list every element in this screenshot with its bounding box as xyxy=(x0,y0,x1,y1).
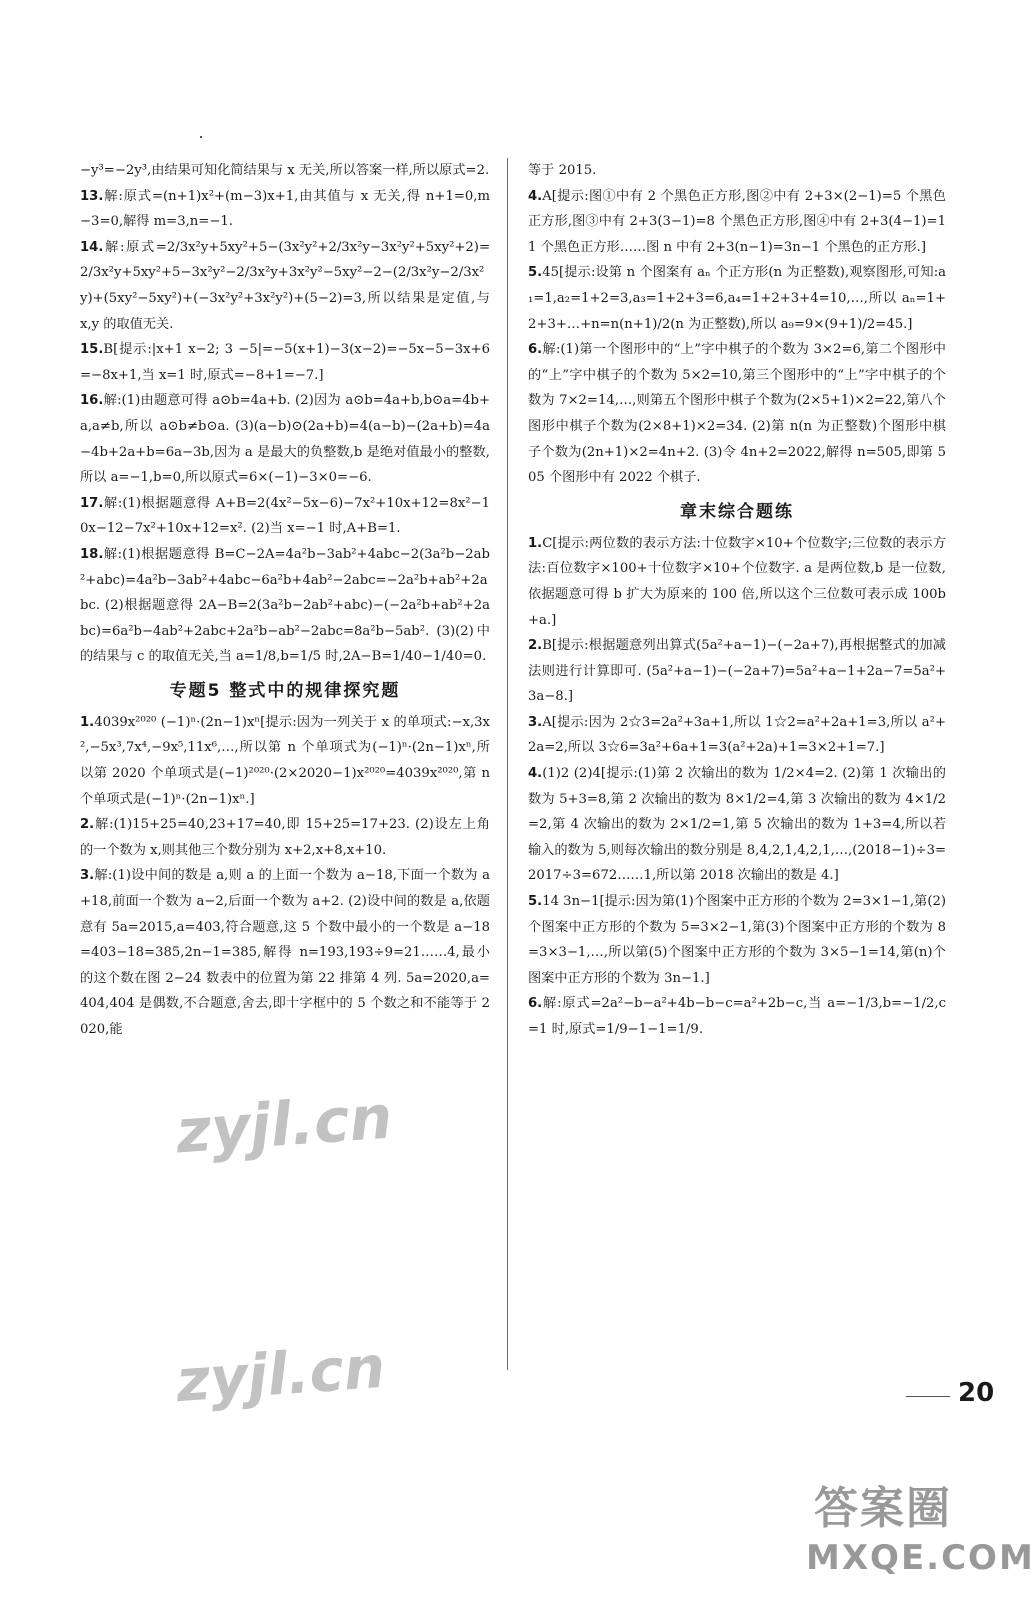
answer-number: 16. xyxy=(80,393,104,409)
answer-text: 解:(1)根据题意得 A+B=2(4x²−5x−6)−7x²+10x+12=8x²−10x−12−7x²+10x+12=x². (2)当 x=−1 时,A+B=1. xyxy=(80,495,490,537)
answer-text: 解:(1)第一个图形中的“上”字中棋子的个数为 3×2=6,第二个图形中的“上”字中棋子的个数为 5×2=10,第三个图形中的“上”字中棋子的个数为 7×2=14,…,则第五个图形中棋子个数为(2×5+1)×2=22,第八个图形中棋子个数为(2×8+1)×2=34. (2)第 n(n 为正整数)个图形中棋子个数为(2n+1)×2=4n+2. (3)令 4n+2=2022,解得 n=505,即第 505 个图形中有 2022 个棋子. xyxy=(528,342,946,486)
section-heading-chapter: 章末综合题练 xyxy=(680,501,794,522)
logo-bottom-text: MXQE.COM xyxy=(806,1538,1035,1578)
answer-text: 解:(1)根据题意得 B=C−2A=4a²b−3ab²+4abc−2(3a²b−2ab²+abc)=4a²b−3ab²+4abc−6a²b+4ab²−2abc=−2a²b+ab²+2abc. (2)根据题意得 2A−B=2(3a²b−2ab²+abc)−(−2a²b+ab²+2abc)=6a²b−4ab²+2abc+2a²b−ab²−2abc=8a²b−5ab². (3)(2)中的结果与 c 的取值无关,当 a=1/8,b=1/5 时,2A−B=1/40−1/40=0. xyxy=(80,546,490,665)
answer-text: 解:(1)设中间的数是 a,则 a 的上面一个数为 a−18,下面一个数为 a+18,前面一个数为 a−2,后面一个数为 a+2. (2)设中间的数是 a,依题意有 5a=2015,a=403,符合题意,这 5 个数中最小的一个数是 a−18=403−18=385,2n−1=385,解得 n=193,193÷9=21……4,最小的这个数在图 2−24 数表中的位置为第 22 排第 4 列. 5a=2020,a=404,404 是偶数,不合题意,舍去,即十字框中的 5 个数之和不能等于 2020,能 xyxy=(80,868,490,1037)
answer-item xyxy=(528,889,946,991)
page-number-rule xyxy=(906,1396,950,1397)
answer-text: (1)2 (2)4[提示:(1)第 2 次输出的数为 1/2×4=2. (2)第 1 次输出的数为 5+3=8,第 2 次输出的数为 8×1/2=4,第 3 次输出的数为 4×1/2=2,第 4 次输出的数为 2×1/2=1,第 5 次输出的数为 1+3=4,所以若输入的数为 5,则每次输出的数分别是 8,4,2,1,4,2,1,…,(2018−1)÷3=2017÷3=672……1,所以第 2018 次输出的数是 4.] xyxy=(528,766,947,884)
answer-item xyxy=(528,761,946,889)
answer-text: 解:原式=(n+1)x²+(m−3)x+1,由其值与 x 无关,得 n+1=0,m−3=0,解得 m=3,n=−1. xyxy=(80,188,490,230)
answer-item xyxy=(528,710,946,761)
column-divider xyxy=(507,158,508,1370)
watermark: zyjl.cn xyxy=(173,1332,388,1416)
right-column xyxy=(528,158,946,1043)
answer-text: 解:原式=2a²−b−a²+4b−b−c=a²+2b−c,当 a=−1/3,b=−1/2,c=1 时,原式=1/9−1−1=1/9. xyxy=(528,996,946,1037)
logo-top-text: 答案圈 xyxy=(814,1483,952,1534)
answer-text: 45[提示:设第 n 个图案有 aₙ 个正方形(n 为正整数),观察图形,可知:a₁=1,a₂=1+2=3,a₃=1+2+3=6,a₄=1+2+3+4=10,…,所以 aₙ=1+2+3+…+n=n(n+1)/2(n 为正整数),所以 a₉=9×(9+1)/2=45.] xyxy=(528,265,946,332)
answer-number: 1. xyxy=(80,714,95,730)
answer-item xyxy=(80,184,490,235)
answer-number: 6. xyxy=(528,996,543,1012)
answer-item xyxy=(80,491,490,542)
answer-item xyxy=(80,388,490,490)
answer-item xyxy=(528,991,946,1042)
answer-item xyxy=(80,235,490,337)
answer-number: 14. xyxy=(80,239,104,255)
answer-text: C[提示:两位数的表示方法:十位数字×10+个位数字;三位数的表示方法:百位数字×100+十位数字×10+个位数字. a 是两位数,b 是一位数,依据题意可得 b 扩大为原来的 100 倍,所以这个三位数可表示成 100b+a.] xyxy=(528,535,946,628)
answer-number: 2. xyxy=(80,817,95,833)
right-answers-part2 xyxy=(528,531,946,1043)
answer-text: 解:(1)15+25=40,23+17=40,即 15+25=17+23. (2)设左上角的一个数为 x,则其他三个数分别为 x+2,x+8,x+10. xyxy=(80,817,490,858)
left-answers-part2 xyxy=(80,710,490,1043)
answer-number: 15. xyxy=(80,342,104,358)
answer-item xyxy=(528,158,946,184)
section-heading-5: 专题5 整式中的规律探究题 xyxy=(169,680,401,701)
answer-number: 18. xyxy=(80,546,104,562)
answer-text: 等于 2015. xyxy=(528,163,597,178)
answer-text: −y³=−2y³,由结果可知化简结果与 x 无关,所以答案一样,所以原式=2. xyxy=(80,163,490,178)
answer-item xyxy=(80,158,490,184)
answer-item xyxy=(80,710,490,812)
answer-item xyxy=(80,863,490,1042)
answer-item xyxy=(528,633,946,710)
answer-text: A[提示:图①中有 2 个黑色正方形,图②中有 2+3×(2−1)=5 个黑色正方形,图③中有 2+3(3−1)=8 个黑色正方形,图④中有 2+3(4−1)=11 个黑色正方形……图 n 中有 2+3(n−1)=3n−1 个黑色的正方形.] xyxy=(528,188,946,255)
answer-number: 1. xyxy=(528,535,543,551)
answer-text: A[提示:因为 2☆3=2a²+3a+1,所以 1☆2=a²+2a+1=3,所以 a²+2a=2,所以 3☆6=3a²+6a+1=3(a²+2a)+1=3×2+1=7.] xyxy=(528,714,946,756)
answer-item xyxy=(528,260,946,337)
scan-speck xyxy=(200,136,202,138)
left-column xyxy=(80,158,490,1043)
answer-text: 4039x²⁰²⁰ (−1)ⁿ·(2n−1)xⁿ[提示:因为一列关于 x 的单项式:−x,3x²,−5x³,7x⁴,−9x⁵,11x⁶,…,所以第 n 个单项式为(−1)ⁿ·(2n−1)xⁿ,所以第 2020 个单项式是(−1)²⁰²⁰·(2×2020−1)x²⁰²⁰=4039x²⁰²⁰,第 n 个单项式是(−1)ⁿ·(2n−1)xⁿ.] xyxy=(80,714,490,807)
answer-number: 2. xyxy=(528,638,543,654)
right-answers-part1 xyxy=(528,158,946,491)
answer-item xyxy=(528,184,946,261)
answer-number: 5. xyxy=(528,265,543,281)
answer-text: B[提示:根据题意列出算式(5a²+a−1)−(−2a+7),再根据整式的加减法则进行计算即可. (5a²+a−1)−(−2a+7)=5a²+a−1+2a−7=5a²+3a−8.] xyxy=(528,638,946,705)
answer-text: 14 3n−1[提示:因为第(1)个图案中正方形的个数为 2=3×1−1,第(2)个图案中正方形的个数为 5=3×2−1,第(3)个图案中正方形的个数为 8=3×3−1,…,所以第(5)个图案中正方形的个数为 3×5−1=14,第(n)个图案中正方形的个数为 3n−1.] xyxy=(528,894,946,986)
answer-item xyxy=(528,337,946,491)
left-answers-part1 xyxy=(80,158,490,670)
answer-text: 解:原式=2/3x²y+5xy²+5−(3x²y²+2/3x²y−3x²y²+5xy²+2)=2/3x²y+5xy²+5−3x²y²−2/3x²y+3x²y²−5xy²−2−(2/3x²y−2/3x²y)+(5xy²−5xy²)+(−3x²y²+3x²y²)+(5−2)=3,所以结果是定值,与 x,y 的取值无关. xyxy=(80,239,490,332)
answer-number: 5. xyxy=(528,894,543,910)
site-logo xyxy=(806,1468,1035,1588)
answer-text: B[提示:|x+1 x−2; 3 −5|=−5(x+1)−3(x−2)=−5x−5−3x+6=−8x+1,当 x=1 时,原式=−8+1=−7.] xyxy=(80,342,490,383)
answer-number: 17. xyxy=(80,495,104,511)
answer-item xyxy=(80,337,490,388)
answer-number: 6. xyxy=(528,342,543,358)
answer-number: 3. xyxy=(80,868,95,884)
answer-number: 4. xyxy=(528,766,543,782)
watermark: zyjl.cn xyxy=(173,1082,395,1168)
answer-number: 13. xyxy=(80,188,104,204)
answer-number: 4. xyxy=(528,188,543,204)
answer-text: 解:(1)由题意可得 a⊙b=4a+b. (2)因为 a⊙b=4a+b,b⊙a=4b+a,a≠b,所以 a⊙b≠b⊙a. (3)(a−b)⊙(2a+b)=4(a−b)−(2a+b)=4a−4b+2a+b=6a−3b,因为 a 是最大的负整数,b 是绝对值最小的整数,所以 a=−1,b=0,所以原式=6×(−1)−3×0=−6. xyxy=(80,393,490,486)
page-number: 20 xyxy=(958,1378,995,1408)
answer-item xyxy=(80,542,490,670)
answer-number: 3. xyxy=(528,714,543,730)
answer-item xyxy=(80,812,490,863)
answer-item xyxy=(528,531,946,633)
